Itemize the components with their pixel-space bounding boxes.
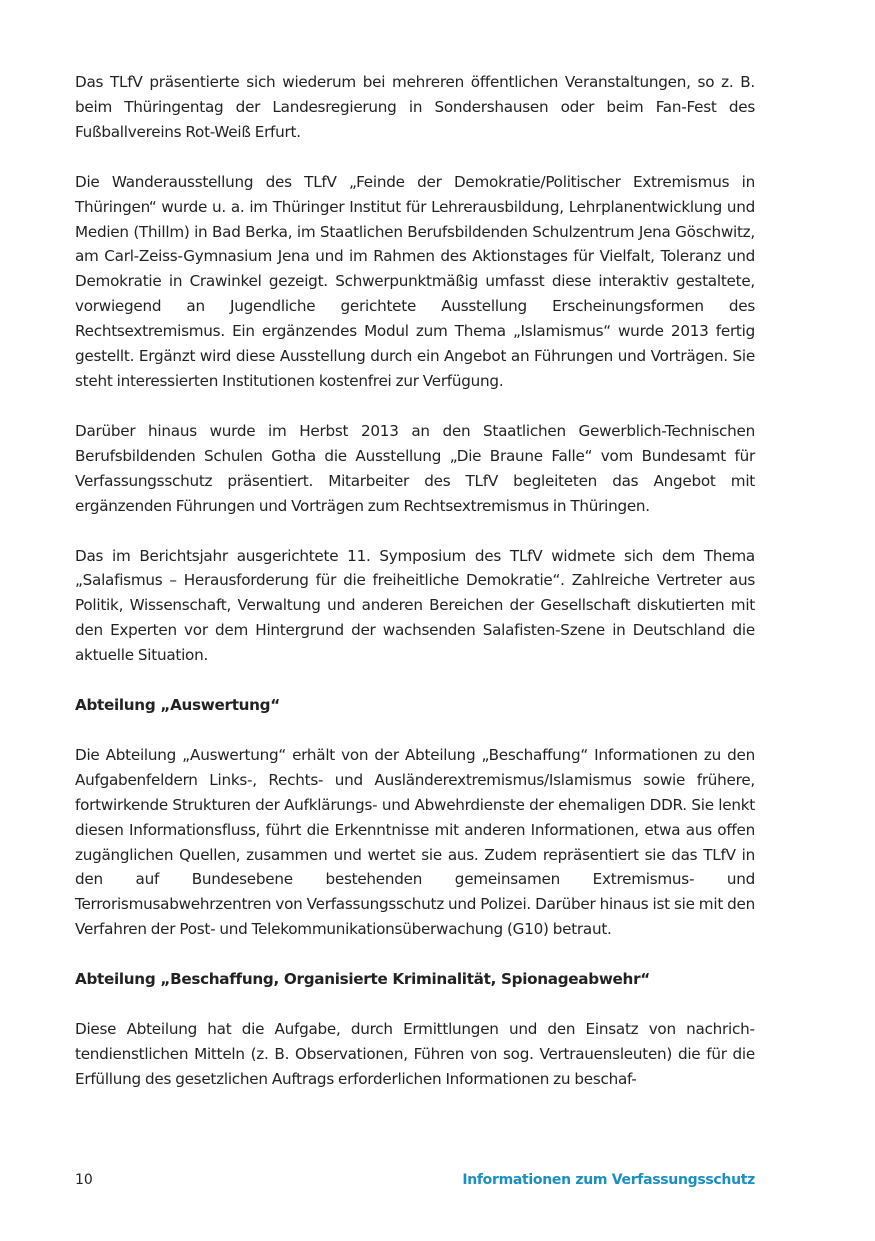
heading-abteilung-auswertung: Abteilung „Auswertung“ [75, 696, 280, 715]
footer-title: Informationen zum Verfassungsschutz [462, 1172, 755, 1188]
heading-abteilung-beschaffung: Abteilung „Beschaffung, Organisierte Kriminalität, Spionageabwehr“ [75, 970, 650, 989]
page-number: 10 [75, 1172, 93, 1188]
paragraph-tlfv-events: Das TLfV präsentierte sich wiederum bei mehreren öffentlichen Veranstaltungen, so z. B. beim Thüringentag der Landesregierung in Sondershausen oder beim Fan-Fest des Fußballvereins Rot-Weiß Erfurt. [75, 73, 755, 141]
paragraph-braune-falle: Darüber hinaus wurde im Herbst 2013 an den Staatlichen Gewerblich-Technischen Berufsbildenden Schulen Gotha die Ausstellung „Die Braune Falle“ vom Bundesamt für Verfassungsschutz präsentiert. Mitarbeiter des TLfV begleiteten das Angebot mit ergänzenden Führungen und Vorträgen zum Rechtsextremismus in Thüringen. [75, 421, 755, 515]
page-footer [75, 1169, 755, 1191]
paragraph-auswertung: Die Abteilung „Auswertung“ erhält von der Abteilung „Beschaffung“ Informationen zu den Aufgabenfeldern Links-, Rechts- und Ausländerextremismus/Islamismus sowie frühere, fortwirkende Strukturen der Aufklärungs- und Abwehrdienste der ehemaligen DDR. Sie lenkt diesen Informationsfluss, führt die Erkenntnisse mit anderen Informationen, etwa aus offen zugänglichen Quellen, zusammen und wertet sie aus. Zudem repräsentiert sie das TLfV in den auf Bundesebene bestehenden gemeinsamen Extremismus- und Terrorismusabwehrzentren von Verfassungsschutz und Polizei. Darüber hinaus ist sie mit den Verfahren der Post- und Telekommunikationsüberwachung (G10) betraut. [75, 745, 755, 939]
paragraph-wanderausstellung: Die Wanderausstellung des TLfV „Feinde der Demokratie/Politischer Extremismus in Thüringen“ wurde u. a. im Thüringer Institut für Lehrerausbildung, Lehrplanentwicklung und Medien (Thillm) in Bad Berka, im Staatlichen Berufsbildenden Schulzentrum Jena Göschwitz, am Carl-Zeiss-Gymnasium Jena und im Rahmen des Aktionstages für Vielfalt, Toleranz und Demokratie in Crawinkel gezeigt. Schwerpunktmäßig umfasst diese interaktiv gestaltete, vorwiegend an Jugendliche gerichtete Ausstellung Erscheinungsformen des Rechtsextremismus. Ein ergänzendes Modul zum Thema „Islamismus“ wurde 2013 fertig gestellt. Ergänzt wird diese Ausstellung durch ein Angebot an Führungen und Vorträgen. Sie steht interessierten Institutionen kostenfrei zur Verfügung. [75, 172, 755, 390]
paragraph-beschaffung: Diese Abteilung hat die Aufgabe, durch Ermittlungen und den Einsatz von nachrichtendienstlichen Mitteln (z. B. Observationen, Führen von sog. Vertrauensleuten) die für die Erfüllung des gesetzlichen Auftrags erforderlichen Informationen zu beschaf- [75, 1020, 755, 1088]
paragraph-symposium: Das im Berichtsjahr ausgerichtete 11. Symposium des TLfV widmete sich dem Thema „Salafismus – Herausforderung für die freiheitliche Demokratie“. Zahlreiche Vertreter aus Politik, Wissenschaft, Verwaltung und anderen Bereichen der Gesellschaft diskutierten mit den Experten vor dem Hintergrund der wachsenden Salafisten-Szene in Deutschland die aktuelle Situation. [75, 546, 755, 665]
page-content [75, 70, 755, 1117]
